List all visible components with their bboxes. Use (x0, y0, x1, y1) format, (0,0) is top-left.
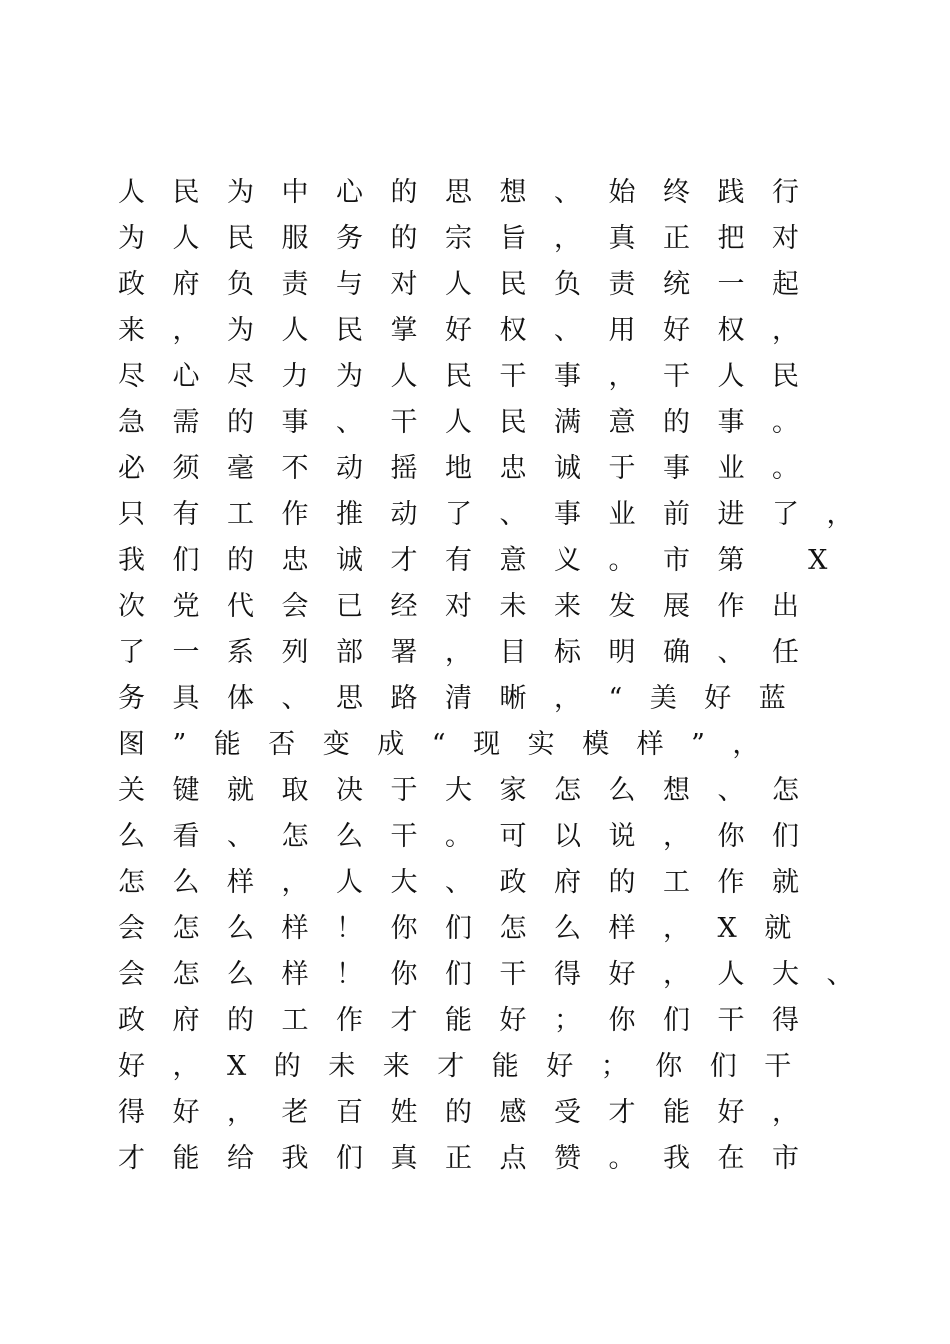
text-line: 急需的事、干人民满意的事。 (118, 407, 827, 438)
text-line: 怎么样，人大、政府的工作就 (118, 867, 827, 898)
text-line: 么看、怎么干。可以说，你们 (118, 821, 827, 852)
text-line: 必须毫不动摇地忠诚于事业。 (118, 453, 827, 484)
text-line: 了一系列部署，目标明确、任 (118, 637, 827, 668)
text-line: 务具体、思路清晰，“美好蓝 (118, 683, 814, 714)
text-line: 关键就取决于大家怎么想、怎 (118, 775, 827, 806)
text-line: 人民为中心的思想、始终践行 (118, 177, 827, 208)
text-line: 图”能否变成“现实模样”， (118, 729, 787, 760)
text-line: 政府负责与对人民负责统一起 (118, 269, 827, 300)
text-line: 来，为人民掌好权、用好权， (118, 315, 827, 346)
text-line: 我们的忠诚才有意义。市第 X (118, 545, 855, 576)
text-line: 得好，老百姓的感受才能好， (118, 1097, 827, 1128)
text-line: 会怎么样！你们怎么样，X就 (118, 913, 819, 944)
text-line: 才能给我们真正点赞。我在市 (118, 1143, 827, 1174)
text-line: 为人民服务的宗旨，真正把对 (118, 223, 827, 254)
text-line: 政府的工作才能好；你们干得 (118, 1005, 827, 1036)
text-line: 会怎么样！你们干得好，人大、 (118, 959, 881, 990)
text-line: 次党代会已经对未来发展作出 (118, 591, 827, 622)
text-line: 只有工作推动了、事业前进了， (118, 499, 881, 530)
text-line: 好，X的未来才能好；你们干 (118, 1051, 819, 1082)
text-line: 尽心尽力为人民干事，干人民 (118, 361, 827, 392)
body-text (118, 170, 881, 1182)
